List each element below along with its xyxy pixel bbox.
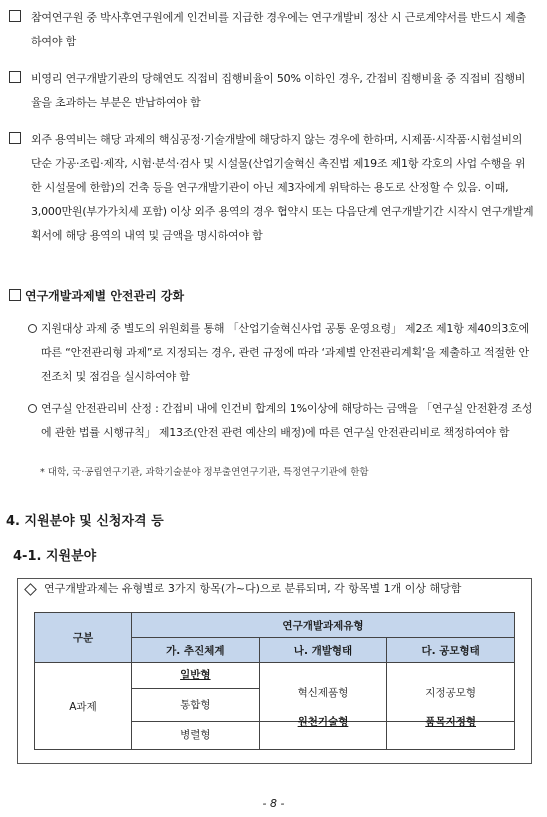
type-c-designated: 지정공모형 bbox=[387, 663, 515, 722]
task-type-table bbox=[34, 612, 515, 750]
paragraph-text: 참여연구원 중 박사후연구원에게 인건비를 지급한 경우에는 연구개발비 정산 시 근로계약서를 반드시 제출하여야 함 bbox=[31, 11, 527, 48]
paragraph-indirect-cost bbox=[9, 67, 535, 115]
checkbox-bullet bbox=[9, 10, 21, 22]
safety-heading-text: 연구개발과제별 안전관리 강화 bbox=[25, 289, 185, 303]
type-a-parallel: 병렬형 bbox=[132, 722, 260, 750]
row-label: A과제 bbox=[35, 663, 132, 750]
safety-item-text: 지원대상 과제 중 별도의 위원회를 통해 「산업기술혁신사업 공통 운영요령」 제2조 제1항 제40의3호에 따른 “안전관리형 과제”로 지정되는 경우, 관련 규정에 따라 ‘과제별 안전관리계획’을 제출하고 적절한 안전조치 및 점검을 실시하여야 함 bbox=[41, 322, 530, 383]
circle-bullet bbox=[28, 324, 37, 333]
checkbox-bullet bbox=[9, 71, 21, 83]
type-a-general: 일반형 bbox=[180, 669, 211, 681]
sub-header-a: 가. 추진체계 bbox=[132, 638, 260, 663]
paragraph-outsourcing bbox=[9, 128, 535, 248]
col-header: 구분 bbox=[35, 613, 132, 663]
type-a-integrated: 통합형 bbox=[132, 689, 260, 722]
sub-header-c: 다. 공모형태 bbox=[387, 638, 515, 663]
paragraph-text: 비영리 연구개발기관의 당해연도 직접비 집행비율이 50% 이하인 경우, 간접비 집행비율 중 직접비 집행비율을 초과하는 부분은 반납하여야 함 bbox=[31, 72, 526, 109]
safety-heading bbox=[9, 287, 184, 304]
type-b-innovation: 혁신제품형 bbox=[259, 663, 387, 722]
diamond-bullet bbox=[24, 583, 37, 596]
type-b-original-tech: 원천기술형 bbox=[297, 716, 349, 728]
paragraph-postdoc bbox=[9, 6, 535, 54]
sub-header-b: 나. 개발형태 bbox=[259, 638, 387, 663]
notice-text: 연구개발과제는 유형별로 3가지 항목(가~다)으로 분류되며, 각 항목별 1개 이상 해당함 bbox=[44, 582, 462, 595]
section-title: 4. 지원분야 및 신청자격 등 bbox=[6, 514, 164, 529]
safety-item-text: 연구실 안전관리비 산정 : 간접비 내에 인건비 합계의 1%이상에 해당하는 금액을 「연구실 안전환경 조성에 관한 법률 시행규칙」 제13조(안전 관련 예산의 배정)에 따른 연구실 안전관리비로 책정하여야 함 bbox=[41, 402, 533, 439]
group-header: 연구개발과제유형 bbox=[132, 613, 515, 638]
support-field-box bbox=[17, 578, 532, 764]
checkbox-bullet bbox=[9, 132, 21, 144]
type-b-cell bbox=[259, 716, 387, 750]
subsection-title: 4-1. 지원분야 bbox=[13, 549, 97, 564]
safety-item bbox=[28, 397, 536, 445]
type-c-cell bbox=[387, 716, 515, 750]
safety-note: * 대학, 국·공립연구기관, 과학기술분야 정부출연연구기관, 특정연구기관에 한함 bbox=[40, 467, 369, 478]
safety-item bbox=[28, 317, 536, 389]
checkbox-bullet bbox=[9, 289, 21, 301]
circle-bullet bbox=[28, 404, 37, 413]
type-c-item: 품목지정형 bbox=[425, 716, 477, 728]
paragraph-text: 외주 용역비는 해당 과제의 핵심공정·기술개발에 해당하지 않는 경우에 한하며, 시제품·시작품·시험설비의 단순 가공·조립·제작, 시험·분석·검사 및 시설물(산업기술혁신 촉진법 제19조 제1항 각호의 사업 수행을 위한 시설물에 한함)의 건축 등을 연구개발기관이 아닌 제3자에게 위탁하는 용도로 산정할 수 있음. 이때, 3,000만원(부가가치세 포함) 이상 외주 용역의 경우 협약시 또는 다음단계 연구개발기간 시작시 연구개발계획서에 해당 용역의 내역 및 금액을 명시하여야 함 bbox=[31, 133, 534, 242]
type-a-cell bbox=[132, 663, 260, 689]
page-number: - 8 - bbox=[262, 797, 285, 810]
